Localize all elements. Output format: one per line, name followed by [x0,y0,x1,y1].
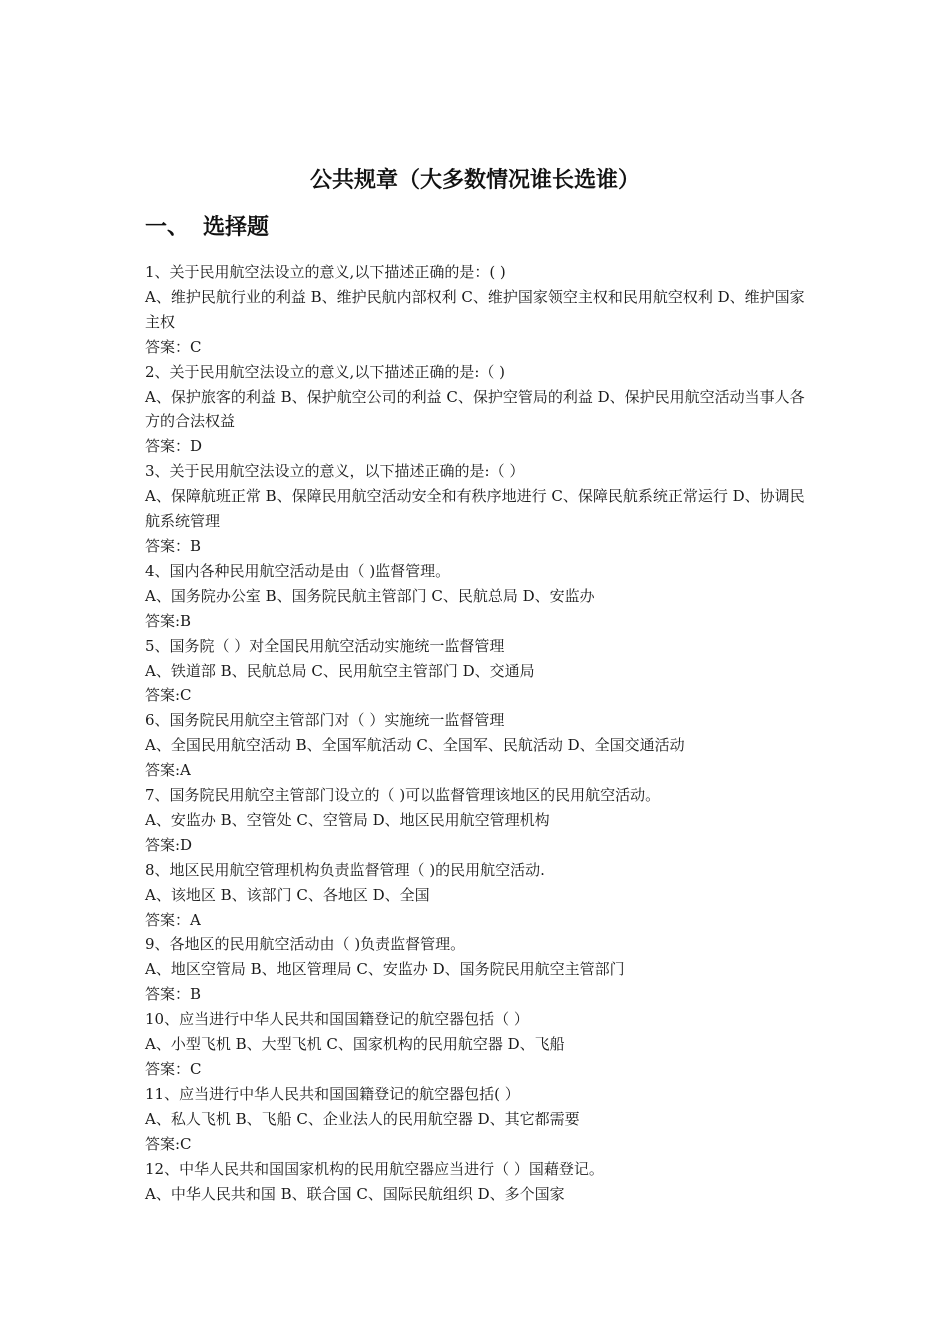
answer-line: 答案:A [145,761,191,780]
question-line: 4、国内各种民用航空活动是由（ )监督管理。 [145,561,451,580]
question-line: 5、国务院（ ）对全国民用航空活动实施统一监督管理 [145,636,505,655]
options-line: A、铁道部 B、民航总局 C、民用航空主管部门 D、交通局 [145,661,535,680]
options-line: A、该地区 B、该部门 C、各地区 D、全国 [145,885,430,904]
options-line: A、地区空管局 B、地区管理局 C、安监办 D、国务院民用航空主管部门 [145,960,625,979]
answer-line: 答案：B [145,985,202,1004]
answer-line: 答案：A [145,910,201,929]
question-line: 3、关于民用航空法设立的意义，以下描述正确的是:（ ） [145,462,525,481]
options-line: A、中华人民共和国 B、联合国 C、国际民航组织 D、多个国家 [145,1184,565,1203]
answer-line: 答案:D [145,835,193,854]
answer-line: 答案:B [145,611,192,630]
question-line: 7、国务院民用航空主管部门设立的（ )可以监督管理该地区的民用航空活动。 [145,786,661,805]
options-line: A、国务院办公室 B、国务院民航主管部门 C、民航总局 D、安监办 [145,586,595,605]
answer-line: 答案：B [145,536,202,555]
answer-line: 答案：C [145,1060,202,1078]
answer-line: 答案:C [145,686,192,705]
question-line: 10、应当进行中华人民共和国国籍登记的航空器包括（ ） [145,1010,529,1029]
options-line: A、维护民航行业的利益 B、维护民航内部权利 C、维护国家领空主权和民用航空权利 D、维护国家主权 [145,287,805,331]
question-line: 12、中华人民共和国国家机构的民用航空器应当进行（ ）国藉登记。 [145,1159,604,1178]
options-line: A、私人飞机 B、飞船 C、企业法人的民用航空器 D、其它都需要 [145,1109,580,1128]
options-line: A、保障航班正常 B、保障民用航空活动安全和有秩序地进行 C、保障民航系统正常运行 D、协调民航系统管理 [145,487,805,531]
question-line: 2、关于民用航空法设立的意义,以下描述正确的是:（ ) [145,362,505,381]
section-label: 选择题 [203,215,270,240]
answer-line: 答案：D [145,437,203,456]
section-number: 一、 [145,215,190,240]
options-line: A、安监办 B、空管处 C、空管局 D、地区民用航空管理机构 [145,810,550,829]
section-heading [145,210,269,241]
document-title: 公共规章（大多数情况谁长选谁） [309,168,640,193]
options-line: A、保护旅客的利益 B、保护航空公司的利益 C、保护空管局的利益 D、保护民用航空活动当事人各方的合法权益 [145,387,805,431]
question-line: 8、地区民用航空管理机构负责监督管理（ )的民用航空活动. [145,860,545,879]
options-line: A、小型飞机 B、大型飞机 C、国家机构的民用航空器 D、飞船 [145,1035,565,1054]
question-line: 1、关于民用航空法设立的意义,以下描述正确的是：( ) [145,263,506,281]
options-line: A、全国民用航空活动 B、全国军航活动 C、全国军、民航活动 D、全国交通活动 [145,736,685,755]
question-list [145,260,810,1206]
answer-line: 答案：C [145,337,202,356]
question-line: 6、国务院民用航空主管部门对（ ）实施统一监督管理 [145,711,505,730]
answer-line: 答案:C [145,1134,192,1153]
question-line: 11、应当进行中华人民共和国国籍登记的航空器包括( ） [145,1084,520,1103]
question-line: 9、各地区的民用航空活动由（ )负责监督管理。 [145,935,466,954]
